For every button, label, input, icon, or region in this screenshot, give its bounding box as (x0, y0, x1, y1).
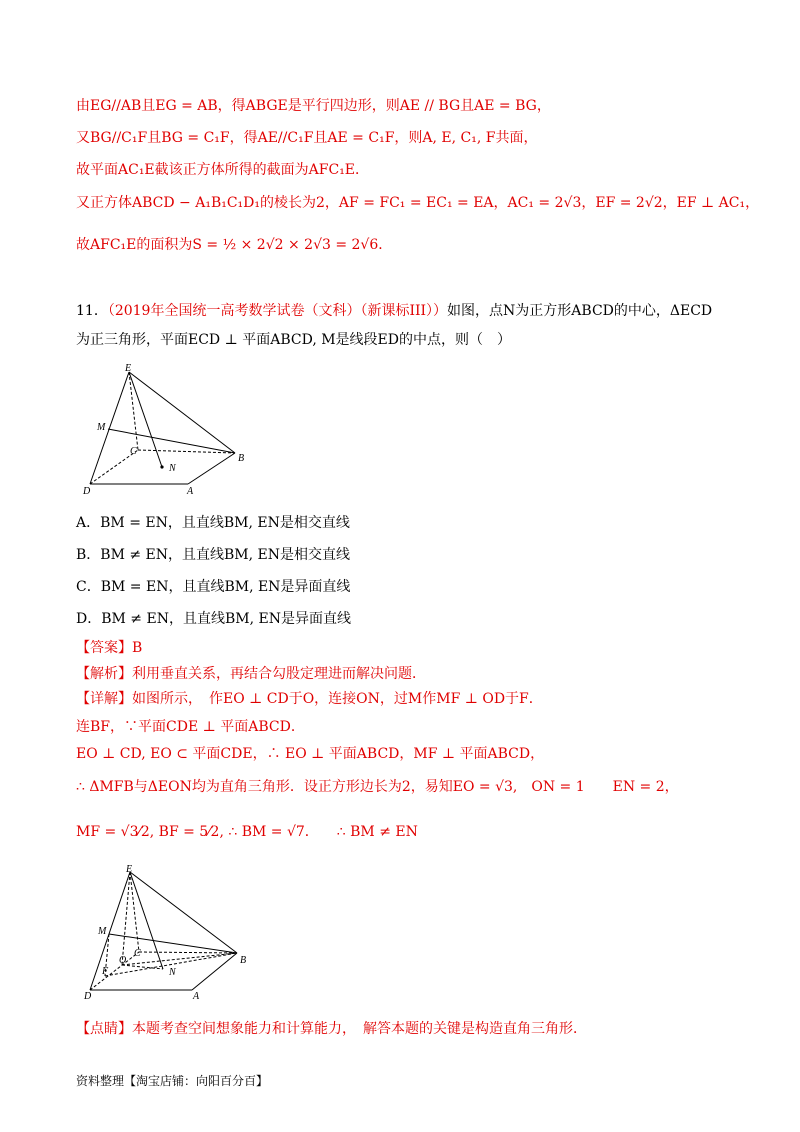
edge-EB (129, 372, 235, 453)
label-B: B (240, 955, 247, 966)
edge-AB (192, 953, 237, 990)
label-C: C (134, 948, 141, 959)
label-A: A (193, 991, 200, 1002)
point-N (160, 465, 163, 468)
comment-tag: 【点睛】 (76, 1021, 132, 1037)
footer-text: 资料整理【淘宝店铺：向阳百分百】 (76, 1074, 269, 1088)
option-b-label: B． (76, 547, 101, 563)
question-source: （2019年全国统一高考数学试卷（文科）（新课标III）） (107, 303, 448, 319)
edge-ED (90, 872, 130, 990)
option-b[interactable] (76, 545, 350, 565)
question-number: 11． (76, 303, 108, 319)
edge-EB (130, 872, 237, 953)
pyramid-figure-1 (80, 362, 260, 497)
prev-solution-line-4: 又正方体ABCD − A₁B₁C₁D₁的棱长为2，AF = FC₁ = EC₁ = EA，AC₁ = 2√3，EF = 2√2，EF ⊥ AC₁， (76, 195, 760, 211)
prev-solution-line-3: 故平面AC₁E截该正方体所得的截面为AFC₁E． (76, 162, 370, 178)
analysis-tag: 【解析】 (76, 666, 132, 682)
label-E: E (126, 864, 133, 875)
detail-text-5: MF = √3⁄2, BF = 5⁄2, ∴ BM = √7． (76, 824, 319, 840)
detail-line-2: 连BF，∵平面CDE ⊥ 平面ABCD． (76, 719, 305, 735)
label-A: A (187, 486, 194, 497)
edge-ED (90, 372, 129, 484)
comment-line (76, 1019, 587, 1039)
edge-MB (108, 429, 235, 453)
analysis-line (76, 664, 426, 684)
answer-tag: 【答案】 (76, 640, 132, 656)
answer-value: B (132, 640, 143, 656)
question-stem-1: 如图，点N为正方形ABCD的中心，ΔECD (447, 303, 713, 319)
detail-line-4: ∴ ΔMFB与ΔEON均为直角三角形．设正方形边长为2，易知EO = √3, ON = 1 EN = 2， (76, 779, 679, 795)
question-stem-2: 为正三角形，平面ECD ⊥ 平面ABCD, M是线段ED的中点，则（ ） (76, 332, 511, 348)
option-a-text: BM = EN，且直线BM, EN是相交直线 (100, 515, 350, 531)
option-d-label: D． (76, 611, 102, 627)
label-D: D (83, 486, 91, 497)
option-b-text: BM ≠ EN，且直线BM, EN是相交直线 (100, 547, 351, 563)
edge-AB (188, 453, 235, 484)
edge-CB-hidden (139, 952, 237, 953)
option-c-text: BM = EN，且直线BM, EN是异面直线 (100, 579, 351, 595)
label-D: D (84, 991, 92, 1002)
label-C: C (130, 446, 137, 457)
prev-solution-line-2: 又BG//C₁F且BG = C₁F，得AE//C₁F且AE = C₁F，则A, E, C₁, F共面， (76, 130, 538, 146)
label-B: B (238, 453, 245, 464)
option-c[interactable] (76, 577, 350, 597)
label-E: E (125, 363, 132, 374)
option-a[interactable] (76, 513, 350, 533)
comment-text: 本题考查空间想象能力和计算能力， 解答本题的关键是构造直角三角形． (132, 1021, 587, 1037)
detail-line-3: EO ⊥ CD, EO ⊂ 平面CDE，∴ EO ⊥ 平面ABCD，MF ⊥ 平面ABCD， (76, 746, 545, 762)
label-M: M (98, 926, 107, 937)
prev-solution-line-5: 故AFC₁E的面积为S = ½ × 2√2 × 2√3 = 2√6． (76, 237, 393, 253)
analysis-text: 利用垂直关系，再结合勾股定理进而解决问题． (132, 666, 426, 682)
answer-line (76, 638, 142, 658)
label-F: F (102, 966, 109, 977)
pyramid-figure-2 (80, 862, 260, 1002)
option-d-text: BM ≠ EN，且直线BM, EN是异面直线 (101, 611, 351, 627)
option-c-label: C． (76, 579, 101, 595)
label-O: O (119, 955, 127, 966)
option-a-label: A． (76, 515, 101, 531)
question-11-line-1 (76, 301, 712, 321)
detail-text-6: ∴ BM ≠ EN (336, 824, 418, 840)
label-M: M (97, 422, 106, 433)
edge-MB (109, 934, 237, 953)
option-d[interactable] (76, 609, 351, 629)
detail-line-5 (76, 822, 418, 842)
prev-solution-line-1: 由EG//AB且EG = AB，得ABGE是平行四边形，则AE // BG且AE = BG， (76, 98, 551, 114)
detail-tag: 【详解】 (76, 691, 132, 707)
label-N: N (169, 967, 176, 978)
detail-line-1 (76, 689, 543, 709)
edge-EO-hidden (122, 872, 130, 965)
detail-text-1: 如图所示， 作EO ⊥ CD于O，连接ON，过M作MF ⊥ OD于F． (132, 691, 543, 707)
label-N: N (169, 463, 176, 474)
